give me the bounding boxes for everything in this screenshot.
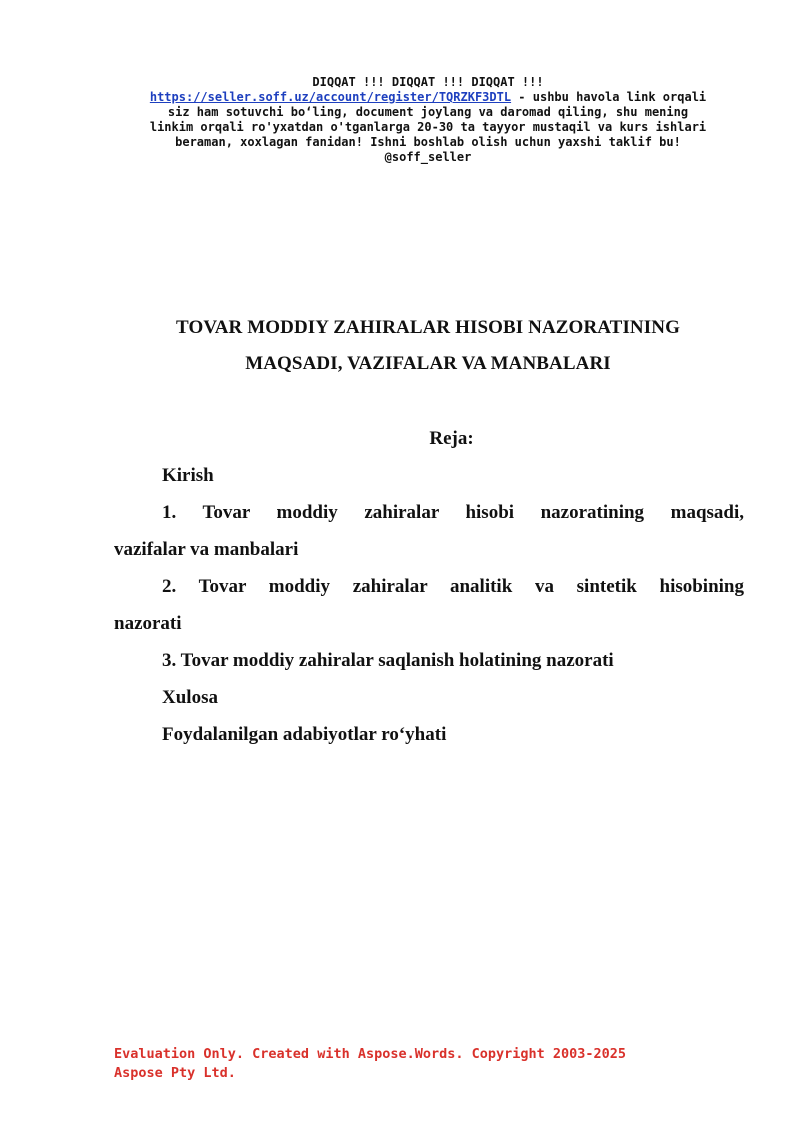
notice-link-tail: - ushbu havola link orqali (511, 90, 707, 104)
plan-item-2: 2. Tovar moddiy zahiralar analitik va sintetik hisobining (162, 576, 744, 597)
plan-item-2-continued: nazorati (114, 613, 182, 634)
notice-text-line: beraman, xoxlagan fanidan! Ishni boshlab olish uchun yaxshi taklif bu! (175, 135, 681, 149)
notice-link-line (100, 90, 756, 105)
plan-item-1: 1. Tovar moddiy zahiralar hisobi nazoratining maqsadi, (162, 502, 744, 523)
plan-item-references: Foydalanilgan adabiyotlar ro‘yhati (162, 724, 447, 745)
notice-handle: @soff_seller (384, 150, 472, 164)
evaluation-watermark (114, 1045, 754, 1083)
plan-item-3: 3. Tovar moddiy zahiralar saqlanish holatining nazorati (162, 650, 614, 671)
title-line: MAQSADI, VAZIFALAR VA MANBALARI (245, 353, 611, 374)
evaluation-line: Aspose Pty Ltd. (114, 1065, 236, 1081)
notice-warning: DIQQAT !!! DIQQAT !!! DIQQAT !!! (312, 75, 544, 89)
plan-item-conclusion: Xulosa (162, 687, 218, 708)
register-link[interactable]: https://seller.soff.uz/account/register/TQRZKF3DTL (149, 90, 512, 104)
plan-item-1-continued: vazifalar va manbalari (114, 539, 299, 560)
notice-text-line: linkim orqali ro'yxatdan o'tganlarga 20-30 ta tayyor mustaqil va kurs ishlari (149, 120, 707, 134)
plan-section (114, 420, 744, 753)
notice-text-line: siz ham sotuvchi bo‘ling, document joylang va daromad qiling, shu mening (167, 105, 689, 119)
document-title (100, 310, 756, 382)
plan-item-intro: Kirish (162, 465, 214, 486)
title-line: TOVAR MODDIY ZAHIRALAR HISOBI NAZORATINING (176, 317, 680, 338)
evaluation-line: Evaluation Only. Created with Aspose.Words. Copyright 2003-2025 (114, 1046, 627, 1062)
promo-notice (100, 75, 756, 165)
plan-heading: Reja: (429, 428, 474, 449)
